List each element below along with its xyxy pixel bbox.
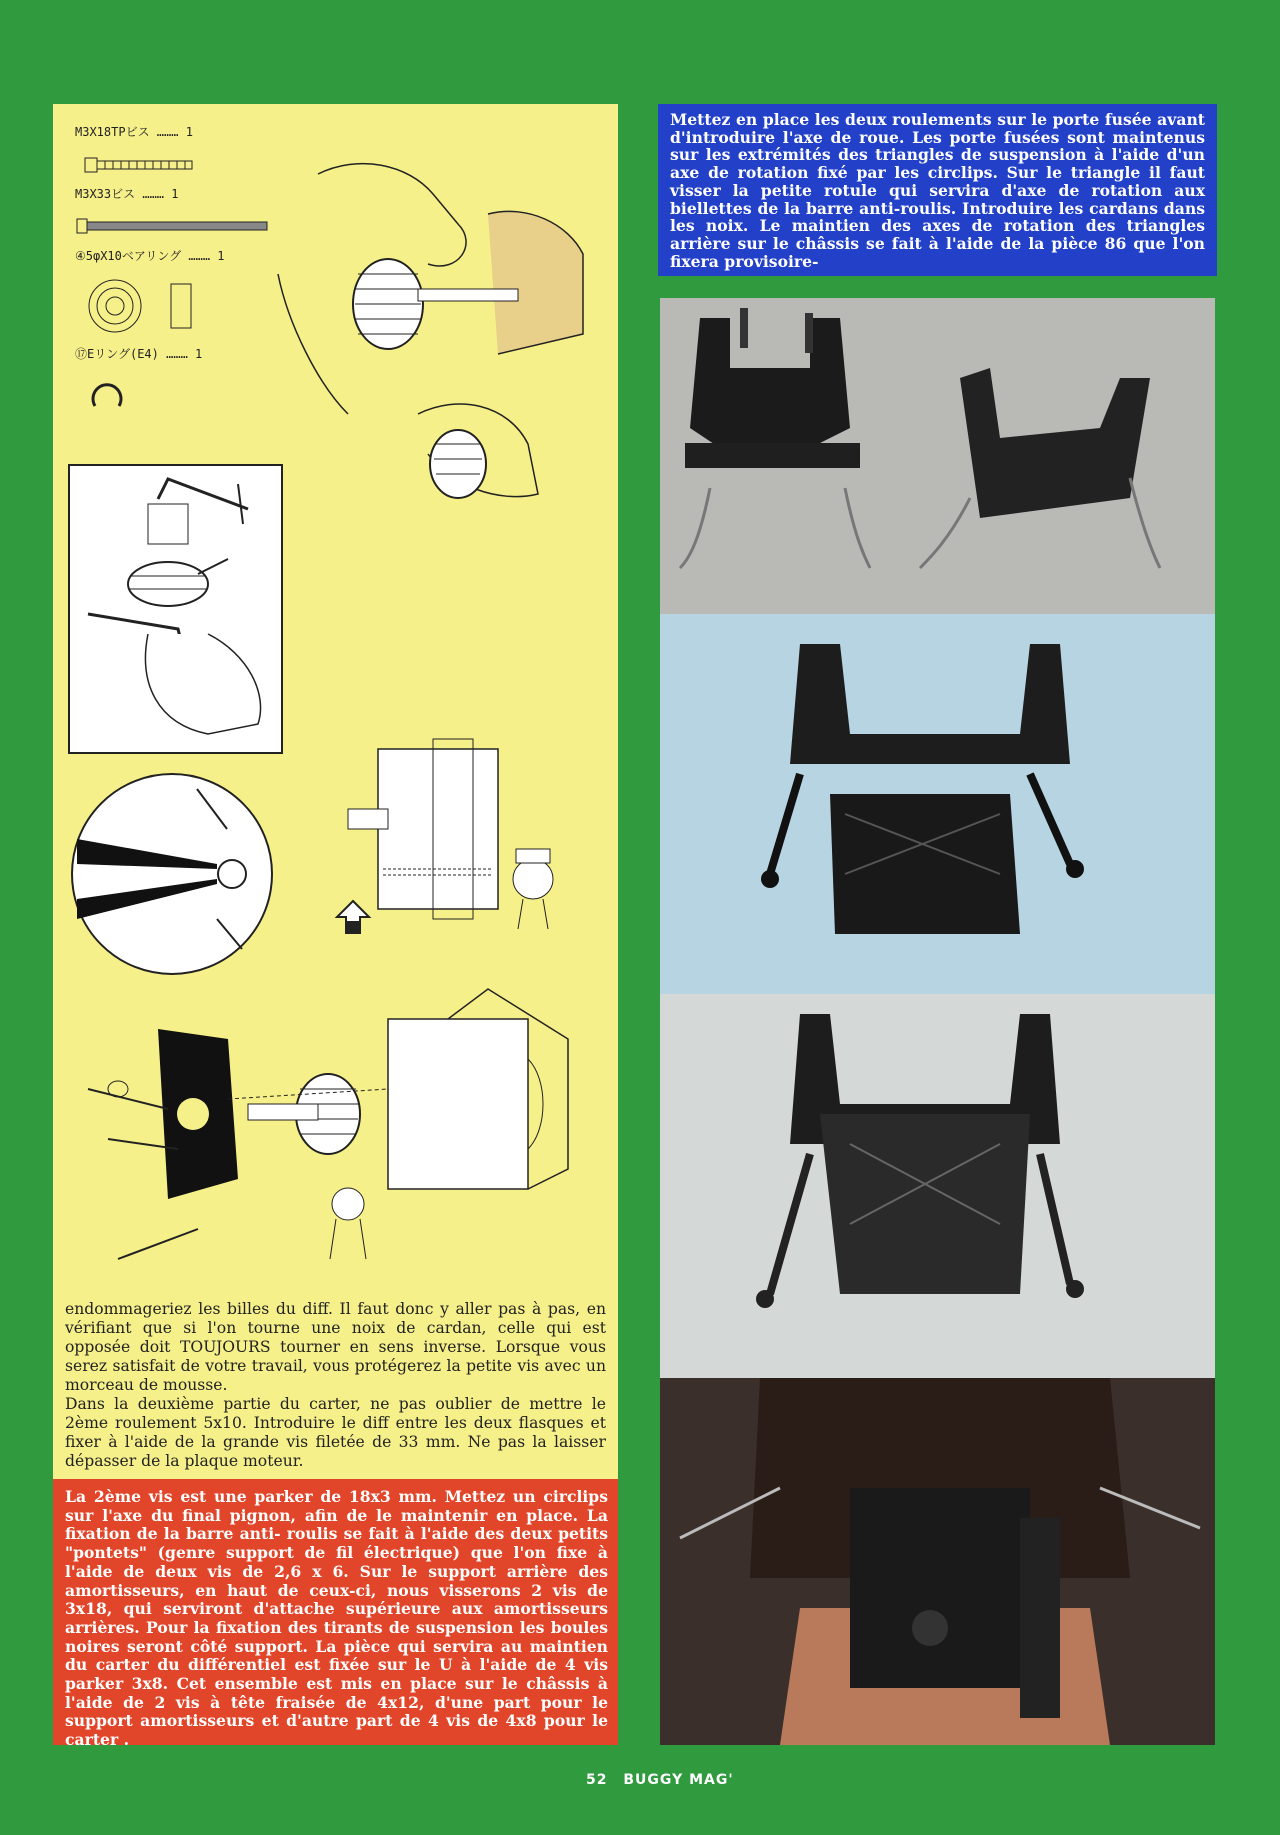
bearing-drawing [75,276,225,336]
magazine-name: BUGGY MAG' [623,1772,734,1788]
part-item: M3X33ビス ……… 1 [75,187,179,201]
circlip-pliers-illustration [67,769,277,979]
part-label: M3X33ビス [75,187,136,201]
gear-assembly-illustration [258,154,588,514]
photo-gearbox-on-chassis [660,1378,1215,1745]
screw-short-drawing [75,152,225,176]
screw-long-drawing [75,214,275,238]
page-number: 52 [586,1772,608,1788]
instruction-panel [53,104,618,1479]
part-item: ⑰Eリング(E4) ……… 1 [75,347,203,361]
blue-article-text: Mettez en place les deux roulements sur le porte fusée avant d'introduire l'axe de roue. Les porte fusées sont maintenus sur les extrémités des triangles de suspension à l'aide d'un axe de rotation fixé par les circlips. Sur le triangle il faut visser la petite rotule qui servira d'axe de rotation aux biellettes de la barre anti-roulis. Introduire les cardans dans les noix. Le maintien des axes de rotation des triangles arrière sur le châssis se fait à l'aide de la pièce 86 que l'on fixera provisoire- [658,104,1217,276]
yellow-paragraph-1: endommageriez les billes du diff. Il faut donc y aller pas à pas, en vérifiant que si l'on tourne une noix de cardan, celle qui est opposée doit TOUJOURS tourner en sens inverse. Lorsque vous serez satisfait de votre travail, vous protégerez la petite vis avec un morceau de mousse. [65,1300,606,1394]
page-footer [586,1768,806,1792]
part-item: M3X18TPビス ……… 1 [75,125,193,139]
up-arrow-icon [333,897,373,937]
part-label: ④5φX10ベアリング [75,249,182,263]
yellow-paragraph-2: Dans la deuxième partie du carter, ne pas oublier de mettre le 2ème roulement 5x10. Introduire le diff entre les deux flasques et fixer à l'aide de la grande vis filetée de 33 mm. Ne pas la laisser dépasser de la plaque moteur. [65,1395,606,1470]
part-qty: 1 [217,249,225,263]
part-qty: 1 [171,187,179,201]
photo-assembled-tower [660,994,1215,1378]
parts-list [75,124,265,424]
part-label: M3X18TPビス [75,125,150,139]
part-item: ④5φX10ベアリング ……… 1 [75,249,225,263]
exploded-gearbox-illustration [68,979,598,1299]
yellow-article-text [53,1292,618,1479]
e-ring-drawing [75,374,155,414]
part-label: ⑰Eリング(E4) [75,347,159,361]
hex-key-illustration [68,464,283,754]
part-qty: 1 [195,347,203,361]
photo-shock-tower-with-links [660,614,1215,994]
red-article-text: La 2ème vis est une parker de 18x3 mm. Mettez un circlips sur l'axe du final pignon, afin de le maintenir en place. La fixation de la barre anti- roulis se fait à l'aide des deux petits "pontets" (genre support de fil électrique) que l'on fixe à l'aide de deux vis de 2,6 x 6. Sur le support arrière des amortisseurs, en haut de ceux-ci, nous visserons 2 vis de 3x18, qui serviront d'attache supérieure aux amortisseurs arrières. Pour la fixation des tirants de suspension les boules noires seront côté support. La pièce qui servira au maintien du carter du différentiel est fixée sur le U à l'aide de 4 vis parker 3x8. Cet ensemble est mis en place sur le châssis à l'aide de 2 vis à tête fraisée de 4x12, d'une part pour le support amortisseurs et d'autre part de 4 vis de 4x8 pour le carter . [53,1479,618,1745]
photo-shock-towers-parts [660,298,1215,614]
part-qty: 1 [185,125,193,139]
